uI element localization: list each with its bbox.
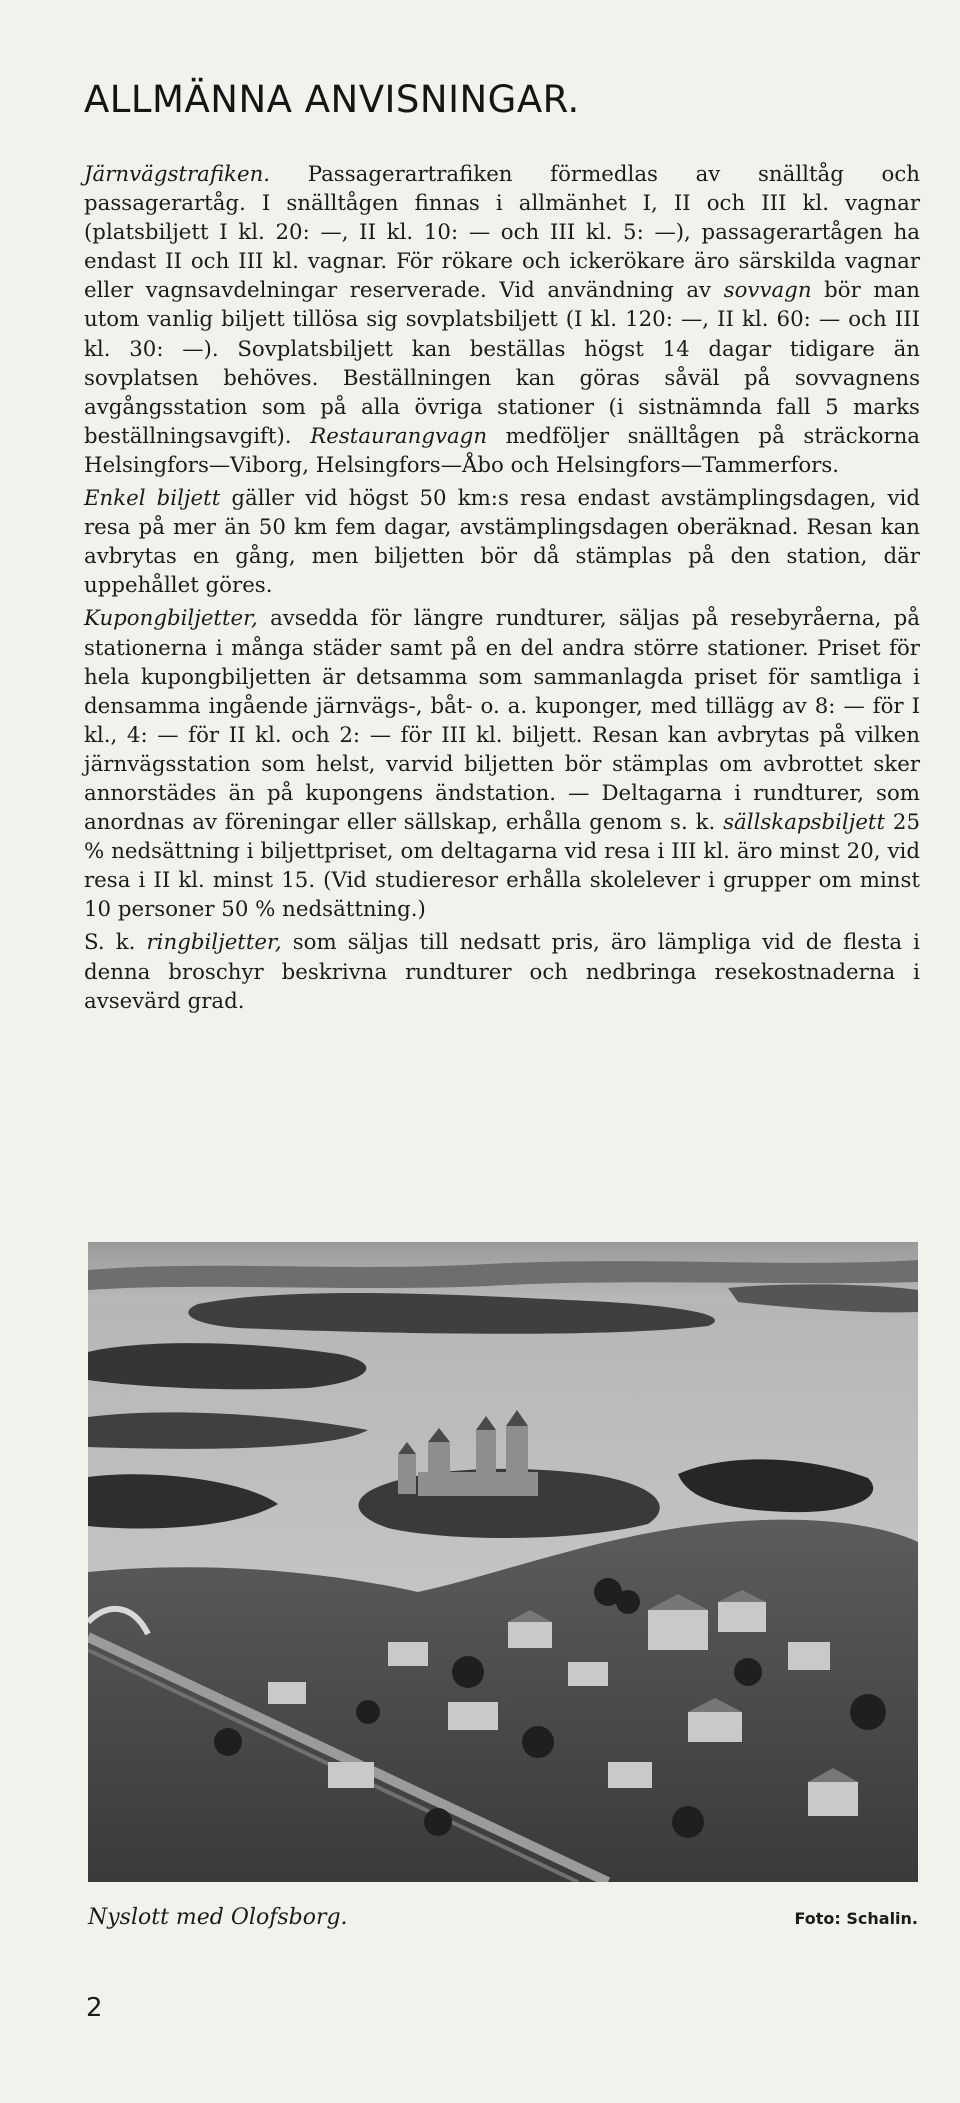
emphasis-term: sovvagn — [723, 278, 812, 304]
paragraph-ring-tickets — [84, 928, 920, 1015]
paragraph-coupon-tickets — [84, 604, 920, 924]
aerial-photo-illustration — [88, 1242, 918, 1882]
paragraph-text: som säljas till nedsatt pris, äro lämpliga vid de flesta i denna broschyr beskrivna rundturer och nedbringa resekostnaderna i avsevärd grad. — [84, 930, 920, 1014]
paragraph-text: 25 % nedsättning i biljettpriset, om deltagarna vid resa i III kl. äro minst 20, vid resa i II kl. minst 15. (Vid studieresor erhålla skolelever i grupper om minst 10 personer 50 % nedsättning.) — [84, 810, 921, 923]
paragraph-lead: Enkel biljett — [84, 486, 221, 512]
aerial-photo — [88, 1242, 918, 1882]
page-number: 2 — [86, 1993, 103, 2023]
paragraph-text: Passagerartrafiken förmedlas av snälltåg och passagerartåg. I snälltågen finnas i allmänhet I, II och III kl. vagnar (platsbiljett I kl. 20: —, II kl. 10: — och III kl. 5: —), passagerartågen ha endast II och III kl. vagnar. För rökare och ickerökare äro särskilda vagnar eller vagnsavdelningar reserverade. Vid användning av — [84, 162, 920, 304]
paragraph-text: avsedda för längre rundturer, säljas på resebyråerna, på stationerna i många städer samt på en del andra större stationer. Priset för hela kupongbiljetten är detsamma som sammanlagda priset för samtliga i densamma ingående järnvägs-, båt- o. a. kuponger, med tillägg av 8: — för I kl., 4: — för II kl. och 2: — för III kl. biljett. Resan kan avbrytas på vilken järnvägsstation som helst, varvid biljetten bör stämplas om avbrottet sker annorstädes än på kupongens ändstation. — Deltagarna i rundturer, som anordnas av föreningar eller sällskap, erhålla genom s. k. — [84, 606, 920, 836]
paragraph-text: medföljer snälltågen på sträckorna Helsingfors—Viborg, Helsingfors—Åbo och Helsingfors—Tammerfors. — [84, 423, 921, 478]
emphasis-term: Restaurangvagn — [310, 423, 488, 449]
caption-title: Nyslott med Olofsborg. — [88, 1905, 348, 1930]
page-heading: ALLMÄNNA ANVISNINGAR. — [84, 78, 580, 121]
body-text — [84, 160, 920, 1016]
photo-credit: Foto: Schalin. — [794, 1909, 918, 1928]
emphasis-term: sällskapsbiljett — [723, 810, 886, 836]
paragraph-single-ticket — [84, 484, 920, 600]
paragraph-text: S. k. — [84, 930, 147, 956]
paragraph-text: bör man utom vanlig biljett tillösa sig sovplatsbiljett (I kl. 120: —, II kl. 60: — och III kl. 30: —). Sovplatsbiljett kan beställas högst 14 dagar tidigare än sovplatsen behöves. Beställningen kan göras såväl på sovvagnens avgångsstation som på alla övriga stationer (i sistnämnda fall 5 marks beställningsavgift). — [84, 278, 920, 449]
paragraph-text: gäller vid högst 50 km:s resa endast avstämplingsdagen, vid resa på mer än 50 km fem dagar, avstämplingsdagen oberäknad. Resan kan avbrytas en gång, men biljetten bör då stämplas på den station, där uppehållet göres. — [84, 486, 920, 599]
paragraph-lead: Järnvägstrafiken. — [84, 162, 271, 187]
paragraph-lead: Kupongbiljetter, — [84, 606, 258, 632]
paragraph-railway-traffic — [84, 160, 920, 480]
emphasis-term: ringbiljetter, — [146, 930, 282, 956]
